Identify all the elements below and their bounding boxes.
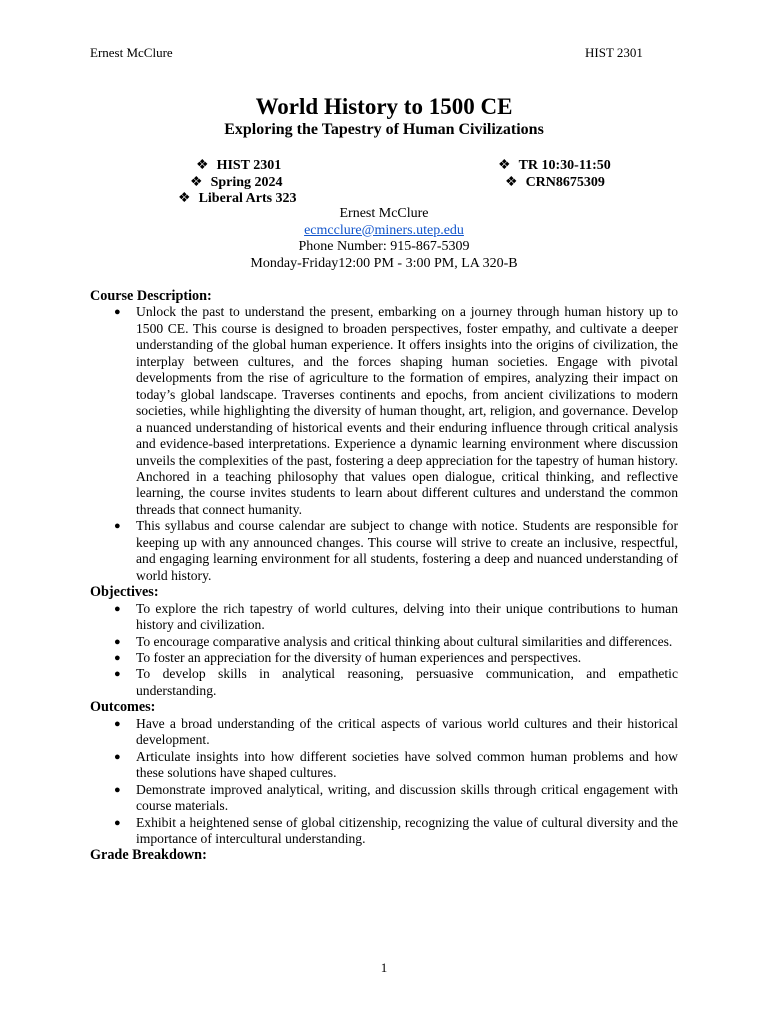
diamond-bullet-icon: ❖ <box>190 175 203 190</box>
header-author: Ernest McClure <box>90 45 173 60</box>
info-course-code <box>196 157 281 174</box>
bullet-icon: ● <box>114 306 121 319</box>
info-schedule-text: TR 10:30-11:50 <box>518 158 611 173</box>
bullet-icon: ● <box>114 783 121 796</box>
outcomes-list <box>90 716 678 848</box>
bullet-icon: ● <box>114 717 121 730</box>
list-item: ● Demonstrate improved analytical, writing, and discussion skills through critical engagement with course materials. <box>114 781 678 814</box>
objectives-heading: Objectives: <box>90 584 159 601</box>
instructor-email-link[interactable]: ecmcclure@miners.utep.edu <box>304 222 464 238</box>
info-crn <box>505 174 605 191</box>
bullet-icon: ● <box>114 635 121 648</box>
diamond-bullet-icon: ❖ <box>505 175 518 190</box>
document-title: World History to 1500 CE <box>255 94 513 119</box>
info-schedule <box>498 157 611 174</box>
grade-breakdown-heading: Grade Breakdown: <box>90 847 207 864</box>
list-item: ● To encourage comparative analysis and critical thinking about cultural similarities and differences. <box>114 633 673 649</box>
info-crn-text: CRN8675309 <box>525 175 605 190</box>
list-item: ● Have a broad understanding of the critical aspects of various world cultures and their historical development. <box>114 715 678 748</box>
objectives-list <box>90 601 678 700</box>
bullet-icon: ● <box>114 668 121 681</box>
bullet-icon: ● <box>114 816 121 829</box>
diamond-bullet-icon: ❖ <box>498 158 511 173</box>
bullet-icon: ● <box>114 520 121 533</box>
bullet-icon: ● <box>114 651 121 664</box>
bullet-icon: ● <box>114 602 121 615</box>
list-item: ● Unlock the past to understand the present, embarking on a journey through human history up to 1500 CE. This course is designed to broaden perspectives, foster empathy, and cultivate a deeper understanding of the global human experience. It offers insights into the origins of civilization, the interplay between cultures, and the forces shaping human societies. Engage with pivotal developments from the rise of agriculture to the formation of empires, analyzing their impact on today’s global landscape. Traverses continents and epochs, from ancient civilizations to modern societies, while highlighting the diversity of human thought, art, religion, and governance. Develop a nuanced understanding of historical events and their enduring influence through critical analysis and evidence-based interpretations. Experience a dynamic learning environment where discussion unveils the complexities of the past, fostering a deep appreciation for the tapestry of human history. Anchored in a teaching philosophy that values open dialogue, critical thinking, and reflective learning, the course invites students to learn about different cultures and understand the common threads that connect humanity. <box>114 304 678 517</box>
list-item: ● To foster an appreciation for the diversity of human experiences and perspectives. <box>114 649 582 665</box>
instructor-phone: Phone Number: 915-867-5309 <box>298 239 470 254</box>
info-location-text: Liberal Arts 323 <box>198 191 297 206</box>
outcomes-heading: Outcomes: <box>90 699 156 716</box>
page-number: 1 <box>380 960 388 975</box>
contact-block <box>0 206 768 272</box>
instructor-name: Ernest McClure <box>339 206 429 221</box>
bullet-icon: ● <box>114 750 121 763</box>
info-course-code-text: HIST 2301 <box>216 158 282 173</box>
info-term <box>190 174 283 191</box>
office-hours: Monday-Friday12:00 PM - 3:00 PM, LA 320-B <box>250 255 518 271</box>
header-course-code: HIST 2301 <box>585 45 643 60</box>
document-subtitle: Exploring the Tapestry of Human Civilizations <box>224 121 544 138</box>
list-item: ● Exhibit a heightened sense of global citizenship, recognizing the value of cultural diversity and the importance of intercultural understanding. <box>114 814 678 846</box>
list-item: ● To explore the rich tapestry of world cultures, delving into their unique contributions to human history and civilization. <box>114 600 678 633</box>
diamond-bullet-icon: ❖ <box>196 158 209 173</box>
info-term-text: Spring 2024 <box>210 175 283 190</box>
course-description-heading: Course Description: <box>90 288 212 304</box>
diamond-bullet-icon: ❖ <box>178 191 191 206</box>
info-location <box>178 190 297 207</box>
course-description-list <box>90 304 678 584</box>
list-item: ● To develop skills in analytical reasoning, persuasive communication, and empathetic understanding. <box>114 666 678 698</box>
list-item: ● This syllabus and course calendar are subject to change with notice. Students are responsible for keeping up with any announced changes. This course will strive to create an inclusive, respectful, and engaging learning environment for all students, fostering a deep and nuanced understanding of world history. <box>114 518 678 583</box>
list-item: ● Articulate insights into how different societies have solved common human problems and how these solutions have shaped cultures. <box>114 748 678 781</box>
syllabus-body <box>90 288 678 864</box>
